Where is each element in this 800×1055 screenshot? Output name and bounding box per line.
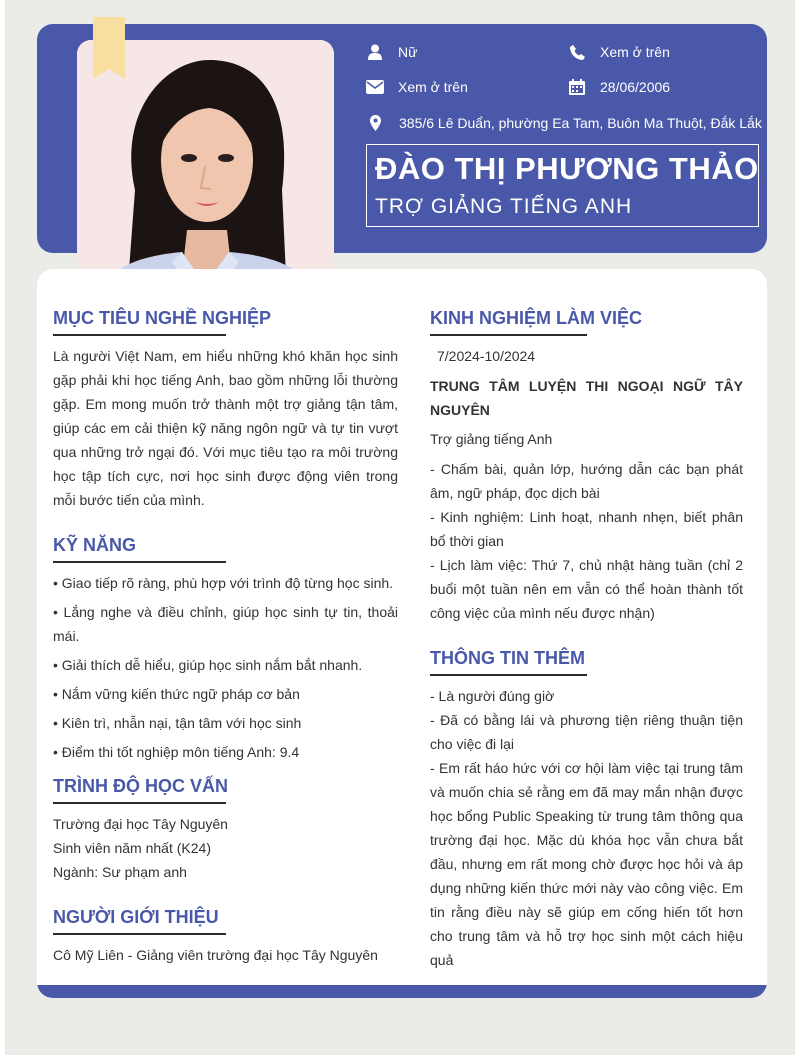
user-icon: [366, 43, 384, 61]
referee-title: NGƯỜI GIỚI THIỆU: [53, 907, 219, 927]
referee-underline: [53, 933, 226, 935]
skills-underline: [53, 561, 226, 563]
education-list: [53, 812, 398, 884]
footer-bar: [37, 985, 767, 998]
bookmark-ribbon: [93, 17, 125, 79]
resume-body: [37, 269, 767, 998]
education-line: Sinh viên năm nhất (K24): [53, 840, 211, 856]
phone-row: [568, 43, 670, 61]
envelope-icon: [366, 78, 384, 96]
experience-underline: [430, 334, 587, 336]
calendar-icon: [568, 78, 586, 96]
full-name: ĐÀO THỊ PHƯƠNG THẢO: [375, 151, 759, 186]
experience-title: KINH NGHIỆM LÀM VIỆC: [430, 308, 643, 328]
experience-detail-item: - Lịch làm việc: Thứ 7, chủ nhật hàng tuần (chỉ 2 buổi một tuần nên em vẫn có thể hoàn thành tốt công việc của mình nếu được nhận): [430, 557, 743, 621]
education-title: TRÌNH ĐỘ HỌC VẤN: [53, 776, 228, 796]
experience-detail-item: - Chấm bài, quản lớp, hướng dẫn các bạn phát âm, ngữ pháp, đọc dịch bài: [430, 461, 743, 501]
objective-text: Là người Việt Nam, em hiểu những khó khăn học sinh gặp phải khi học tiếng Anh, bao gồm những lỗi thường gặp. Em mong muốn trở thành một trợ giảng tận tâm, giúp các em cải thiện kỹ năng ngôn ngữ và tự tin vượt qua những trở ngại đó. Với mục tiêu tạo ra môi trường học tập tích cực, nơi học sinh được động viên trong mỗi bước tiến của mình.: [53, 348, 398, 508]
birthday-row: [568, 78, 670, 96]
phone-value: Xem ở trên: [600, 44, 670, 60]
education-line: Ngành: Sư phạm anh: [53, 864, 187, 880]
address-row: [366, 114, 762, 132]
skill-item: • Kiên trì, nhẫn nại, tận tâm với học sinh: [53, 715, 302, 731]
skills-title: KỸ NĂNG: [53, 535, 137, 555]
extra-info-underline: [430, 674, 587, 676]
referee-text: Cô Mỹ Liên - Giảng viên trường đại học Tây Nguyên: [53, 947, 378, 963]
email-row: [366, 78, 468, 96]
objective-title: MỤC TIÊU NGHỀ NGHIỆP: [53, 308, 272, 328]
extra-info-list: [430, 684, 743, 972]
extra-info-title: THÔNG TIN THÊM: [430, 648, 585, 668]
skill-item: • Nắm vững kiến thức ngữ pháp cơ bản: [53, 686, 300, 702]
skill-item: • Giao tiếp rõ ràng, phù hợp với trình độ từng học sinh.: [53, 575, 394, 591]
gender-value: Nữ: [398, 44, 418, 60]
skills-list: [53, 571, 398, 769]
experience-detail-item: - Kinh nghiệm: Linh hoạt, nhanh nhẹn, biết phân bổ thời gian: [430, 509, 743, 549]
gender-row: [366, 43, 417, 61]
address-value: 385/6 Lê Duẩn, phường Ea Tam, Buôn Ma Thuột, Đắk Lắk: [399, 115, 762, 131]
objective-underline: [53, 334, 226, 336]
birthday-value: 28/06/2006: [600, 79, 671, 95]
phone-icon: [568, 43, 586, 61]
skill-item: • Lắng nghe và điều chỉnh, giúp học sinh tự tin, thoải mái.: [53, 604, 398, 644]
extra-info-item: - Là người đúng giờ: [430, 688, 555, 704]
skill-item: • Giải thích dễ hiểu, giúp học sinh nắm bắt nhanh.: [53, 657, 363, 673]
experience-position: Trợ giảng tiếng Anh: [430, 431, 553, 447]
skill-item: • Điểm thi tốt nghiệp môn tiếng Anh: 9.4: [53, 744, 300, 760]
email-value: Xem ở trên: [398, 79, 468, 95]
job-title: TRỢ GIẢNG TIẾNG ANH: [375, 195, 633, 218]
extra-info-item: - Đã có bằng lái và phương tiện riêng thuận tiện cho việc đi lại: [430, 712, 743, 752]
education-line: Trường đại học Tây Nguyên: [53, 816, 228, 832]
extra-info-item: - Em rất háo hức với cơ hội làm việc tại trung tâm và muốn chia sẻ rằng em đã may mắn nhận được học bổng Public Speaking từ trung tâm thông qua trường đại học. Mặc dù khóa học vẫn chưa bắt đầu, nhưng em rất mong chờ được học hỏi và áp dụng những kiến thức mới này vào công việc. Em tin rằng điều này sẽ giúp em cống hiến tốt hơn cho trung tâm và hỗ trợ học sinh một cách hiệu quả: [430, 760, 743, 968]
education-underline: [53, 802, 226, 804]
experience-company: TRUNG TÂM LUYỆN THI NGOẠI NGỮ TÂY NGUYÊN: [430, 378, 743, 418]
experience-period: 7/2024-10/2024: [437, 348, 536, 364]
experience-details: [430, 457, 743, 625]
name-box: [366, 144, 759, 227]
map-marker-icon: [366, 114, 384, 132]
